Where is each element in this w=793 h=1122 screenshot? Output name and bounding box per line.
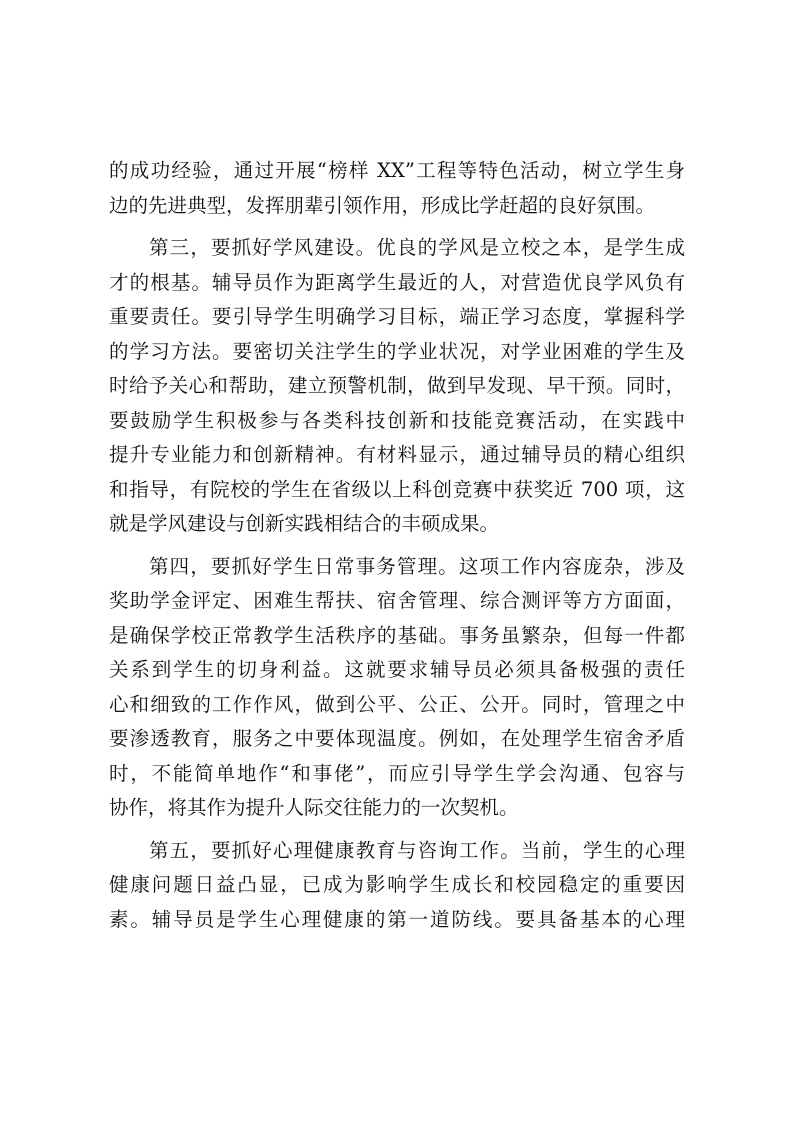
text-line: 和指导，有院校的学生在省级以上科创竞赛中获奖近 700 项，这 [109,477,685,501]
text-line: 关系到学生的切身利益。这就要求辅导员必须具备极强的责任 [109,658,685,681]
text-line: 的学习方法。要密切关注学生的学业状况，对学业困难的学生及 [109,339,685,363]
paragraph-fourth [109,550,685,826]
text-line: 素。辅导员是学生心理健康的第一道防线。要具备基本的心理 [109,907,685,931]
text-line: 才的根基。辅导员作为距离学生最近的人，对营造优良学风负有 [109,270,685,294]
text-line: 奖助学金评定、困难生帮扶、宿舍管理、综合测评等方方面面， [109,589,685,612]
text-line: 健康问题日益凸显，已成为影响学生成长和校园稳定的重要因 [109,873,685,896]
text-line: 要鼓励学生积极参与各类科技创新和技能竞赛活动，在实践中 [109,408,685,432]
text-line: 第四，要抓好学生日常事务管理。这项工作内容庞杂，涉及 [149,554,685,578]
text-line: 心和细致的工作作风，做到公平、公正、公开。同时，管理之中 [109,692,685,716]
text-line: 要渗透教育，服务之中要体现温度。例如，在处理学生宿舍矛盾 [109,727,685,750]
text-line: 第五，要抓好心理健康教育与咨询工作。当前，学生的心理 [149,838,685,862]
paragraph-continuation [109,154,685,223]
document-body [109,154,685,937]
text-line: 重要责任。要引导学生明确学习目标，端正学习态度，掌握科学 [109,305,685,328]
text-line: 提升专业能力和创新精神。有材料显示，通过辅导员的精心组织 [109,443,685,466]
text-line: 第三，要抓好学风建设。优良的学风是立校之本，是学生成 [149,236,685,259]
text-line: 边的先进典型，发挥朋辈引领作用，形成比学赶超的良好氛围。 [109,193,656,217]
paragraph-third [109,231,685,542]
text-line: 时，不能简单地作“和事佬”，而应引导学生学会沟通、包容与 [109,761,685,785]
text-line: 协作，将其作为提升人际交往能力的一次契机。 [109,796,519,819]
text-line: 时给予关心和帮助，建立预警机制，做到早发现、早干预。同时， [109,374,685,397]
paragraph-fifth [109,834,685,938]
text-line: 的成功经验，通过开展“榜样 XX”工程等特色活动，树立学生身 [109,159,685,182]
text-line: 是确保学校正常教学生活秩序的基础。事务虽繁杂，但每一件都 [109,623,685,647]
text-line: 就是学风建设与创新实践相结合的丰硕成果。 [109,512,500,535]
